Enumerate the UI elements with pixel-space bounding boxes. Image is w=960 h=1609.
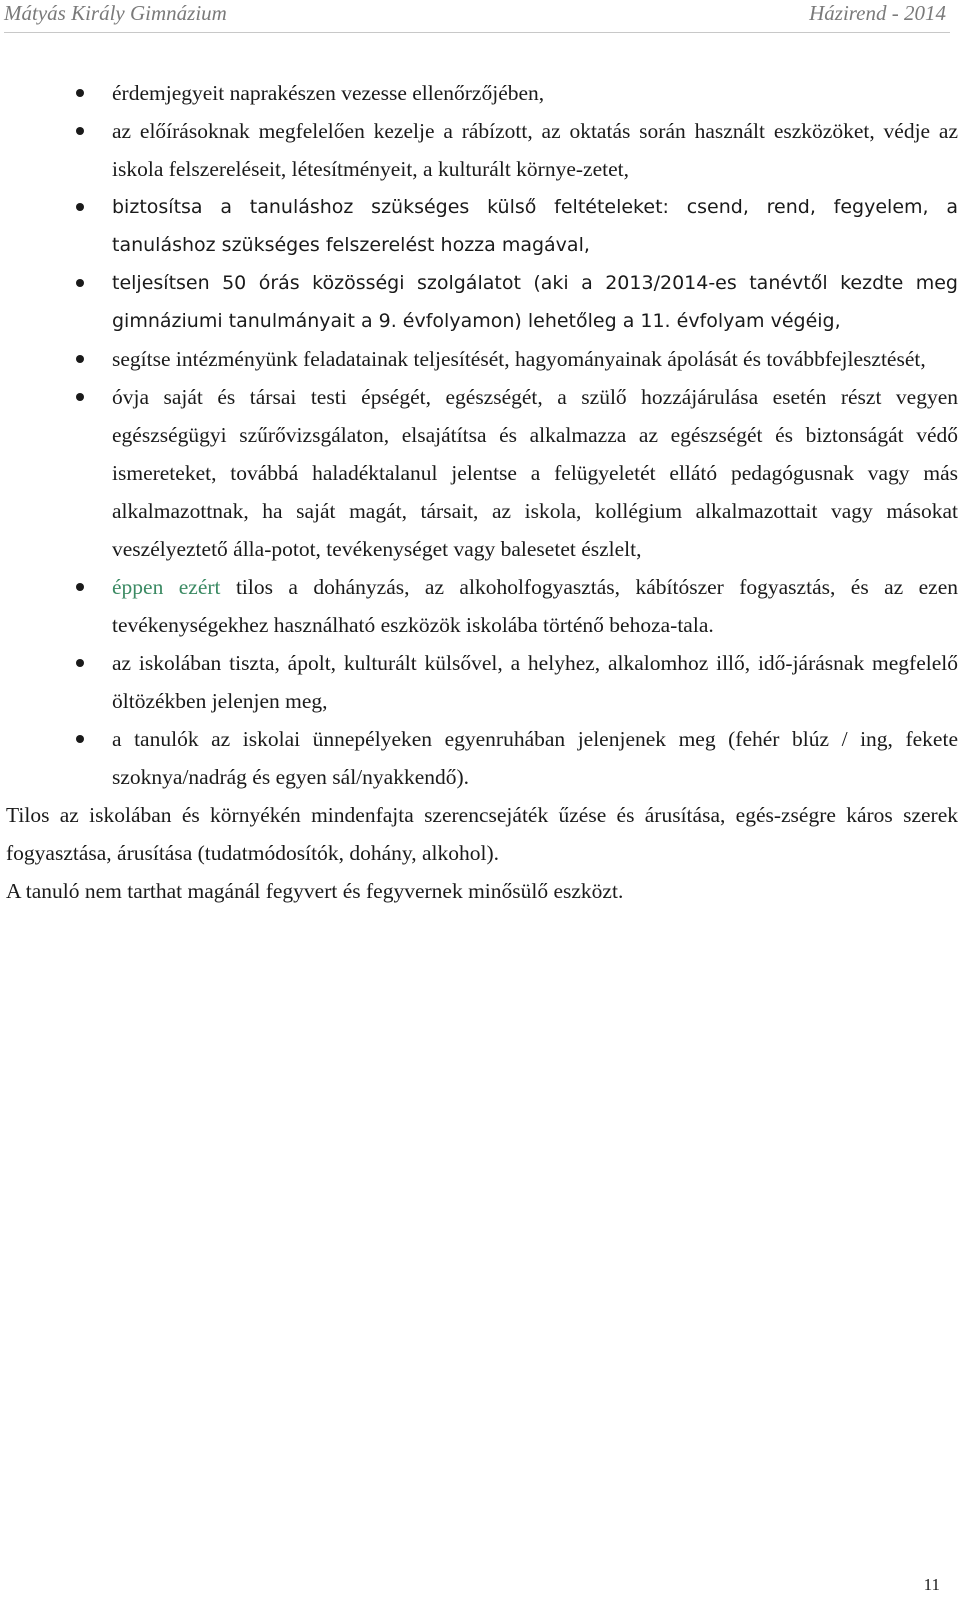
list-item [6,720,958,796]
bullet-icon [76,89,84,97]
prohibition-paragraph: Tilos az iskolában és környékén mindenfajta szerencsejáték űzése és árusítása, egés-zségre káros szerek fogyasztása, árusítása (tudatmódosítók, dohány, alkohol). [6,803,958,865]
list-item-text: az iskolában tiszta, ápolt, kulturált külsővel, a helyhez, alkalomhoz illő, idő-járásnak megfelelő öltözékben jelenjen meg, [112,651,958,713]
list-item [6,188,958,264]
bullet-icon [76,583,84,591]
weapons-paragraph: A tanuló nem tarthat magánál fegyvert és fegyvernek minősülő eszközt. [6,879,624,903]
student-duties-list [6,74,958,796]
document-body [6,74,958,910]
list-item-text: az előírásoknak megfelelően kezelje a rábízott, az oktatás során használt eszközöket, védje az iskola felszereléseit, létesítményeit, a kulturált környe-zetet, [112,119,958,181]
bullet-icon [76,393,84,401]
header-divider [4,32,950,33]
list-item-text: óvja saját és társai testi épségét, egészségét, a szülő hozzájárulása esetén részt vegyen egészségügyi szűrővizsgálaton, elsajátítsa és alkalmazza az egészségét és biztonságát védő ismereteket, továbbá haladéktalanul jelentse a felügyeletét ellátó pedagógusnak vagy más alkalmazottnak, ha saját magát, társait, az iskola, kollégium alkalmazottait vagy másokat veszélyeztető álla-potot, tevékenységet vagy balesetet észlelt, [112,385,958,561]
list-item [6,340,958,378]
bullet-icon [76,659,84,667]
list-item-text: biztosítsa a tanuláshoz szükséges külső feltételeket: csend, rend, fegyelem, a tanuláshoz szükséges felszerelést hozza magával, [112,196,958,256]
bullet-icon [76,127,84,135]
page-number: 11 [923,1575,940,1594]
bullet-icon [76,735,84,743]
list-item [6,378,958,568]
page-header [0,0,960,30]
highlighted-phrase: éppen ezért [112,575,221,599]
list-item-text: érdemjegyeit naprakészen vezesse ellenőrzőjében, [112,81,545,105]
list-item-text: segítse intézményünk feladatainak teljesítését, hagyományainak ápolását és továbbfejlesztését, [112,347,926,371]
header-document-title: Házirend - 2014 [809,1,946,25]
list-item [6,74,958,112]
list-item [6,112,958,188]
list-item [6,644,958,720]
bullet-icon [76,279,84,287]
list-item [6,264,958,340]
bullet-icon [76,203,84,211]
list-item-text: teljesítsen 50 órás közösségi szolgálatot (aki a 2013/2014-es tanévtől kezdte meg gimnáziumi tanulmányait a 9. évfolyamon) lehetőleg a 11. évfolyam végéig, [112,272,958,332]
bullet-icon [76,355,84,363]
list-item [6,568,958,644]
list-item-text: a tanulók az iskolai ünnepélyeken egyenruhában jelenjenek meg (fehér blúz / ing, fekete szoknya/nadrág és egyen sál/nyakkendő). [112,727,958,789]
header-school-name: Mátyás Király Gimnázium [4,1,227,25]
list-item-text: tilos a dohányzás, az alkoholfogyasztás, kábítószer fogyasztás, és az ezen tevékenységekhez használható eszközök iskolába történő behoza-tala. [112,575,958,637]
